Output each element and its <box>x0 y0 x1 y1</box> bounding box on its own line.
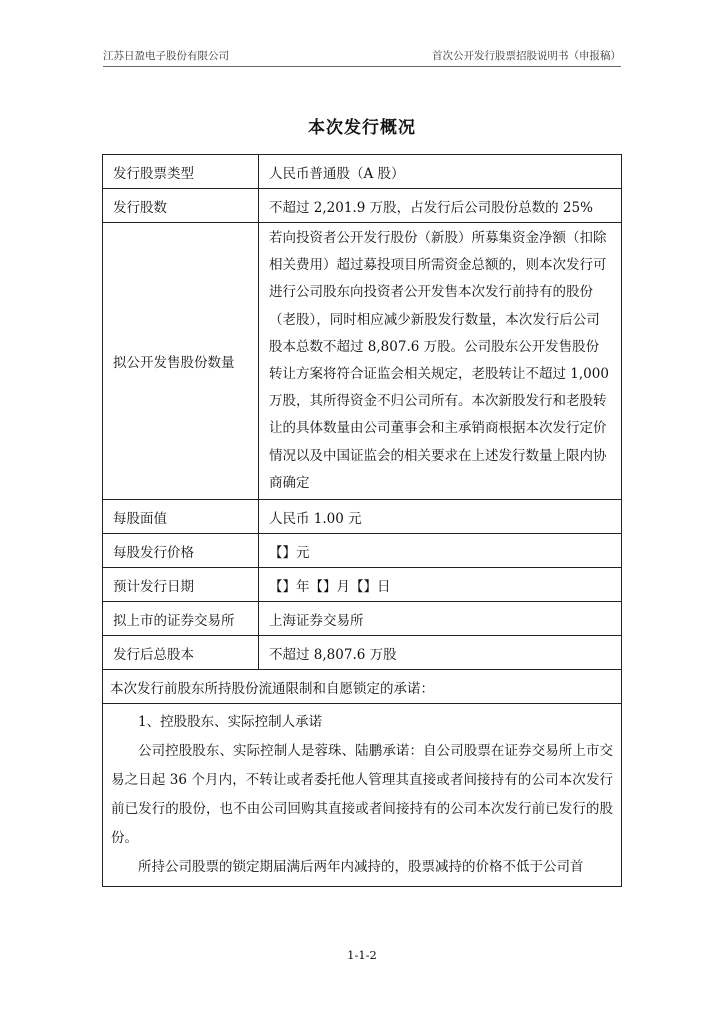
offering-overview-table <box>102 154 622 887</box>
table-row <box>103 500 622 534</box>
row-value: 不超过 2,201.9 万股，占发行后公司股份总数的 25% <box>259 189 622 223</box>
header-doc-title: 首次公开发行股票招股说明书（申报稿） <box>432 50 621 62</box>
section-title: 本次发行概况 <box>308 118 416 138</box>
commitment-paragraph: 1、控股股东、实际控制人承诺 <box>138 714 323 731</box>
table-row <box>103 602 622 636</box>
row-label: 每股面值 <box>103 500 259 534</box>
row-label: 发行股票类型 <box>103 155 259 189</box>
header-company: 江苏日盈电子股份有限公司 <box>103 50 229 62</box>
table-row <box>103 189 622 223</box>
row-value: 【】元 <box>259 534 622 568</box>
commitment-paragraph: 公司控股股东、实际控制人是蓉珠、陆鹏承诺：自公司股票在证券交易所上市交易之日起 36 个月内，不转让或者委托他人管理其直接或者间接持有的公司本次发行前已发行的股份，也不由公司回购其直接或者间接持有的公司本次发行前已发行的股份。 <box>111 743 613 847</box>
row-label: 预计发行日期 <box>103 568 259 602</box>
table-row <box>103 636 622 670</box>
row-value: 【】年【】月【】日 <box>259 568 622 602</box>
table-row <box>103 223 622 500</box>
table-row <box>103 568 622 602</box>
table-row <box>103 704 622 887</box>
row-label: 发行后总股本 <box>103 636 259 670</box>
row-label: 拟上市的证券交易所 <box>103 602 259 636</box>
row-value: 人民币普通股（A 股） <box>259 155 622 189</box>
page-header <box>103 48 621 67</box>
row-value: 若向投资者公开发行股份（新股）所募集资金净额（扣除相关费用）超过募投项目所需资金总额的，则本次发行可进行公司股东向投资者公开发售本次发行前持有的股份（老股），同时相应减少新股发行数量，本次发行后公司股本总数不超过 8,807.6 万股。公司股东公开发售股份转让方案将符合证监会相关规定，老股转让不超过 1,000 万股，其所得资金不归公司所有。本次新股发行和老股转让的具体数量由公司董事会和主承销商根据本次发行定价情况以及中国证监会的相关要求在上述发行数量上限内协商确定 <box>259 223 622 500</box>
commitment-body <box>103 704 622 887</box>
row-value: 不超过 8,807.6 万股 <box>259 636 622 670</box>
row-value: 人民币 1.00 元 <box>259 500 622 534</box>
page-number: 1-1-2 <box>347 948 377 962</box>
commitment-heading: 本次发行前股东所持股份流通限制和自愿锁定的承诺： <box>103 670 622 704</box>
row-label: 发行股数 <box>103 189 259 223</box>
table-row <box>103 534 622 568</box>
row-value: 上海证券交易所 <box>259 602 622 636</box>
table-row <box>103 670 622 704</box>
row-label: 拟公开发售股份数量 <box>103 223 259 500</box>
table-row <box>103 155 622 189</box>
row-label: 每股发行价格 <box>103 534 259 568</box>
commitment-paragraph: 所持公司股票的锁定期届满后两年内减持的，股票减持的价格不低于公司首 <box>138 859 584 876</box>
